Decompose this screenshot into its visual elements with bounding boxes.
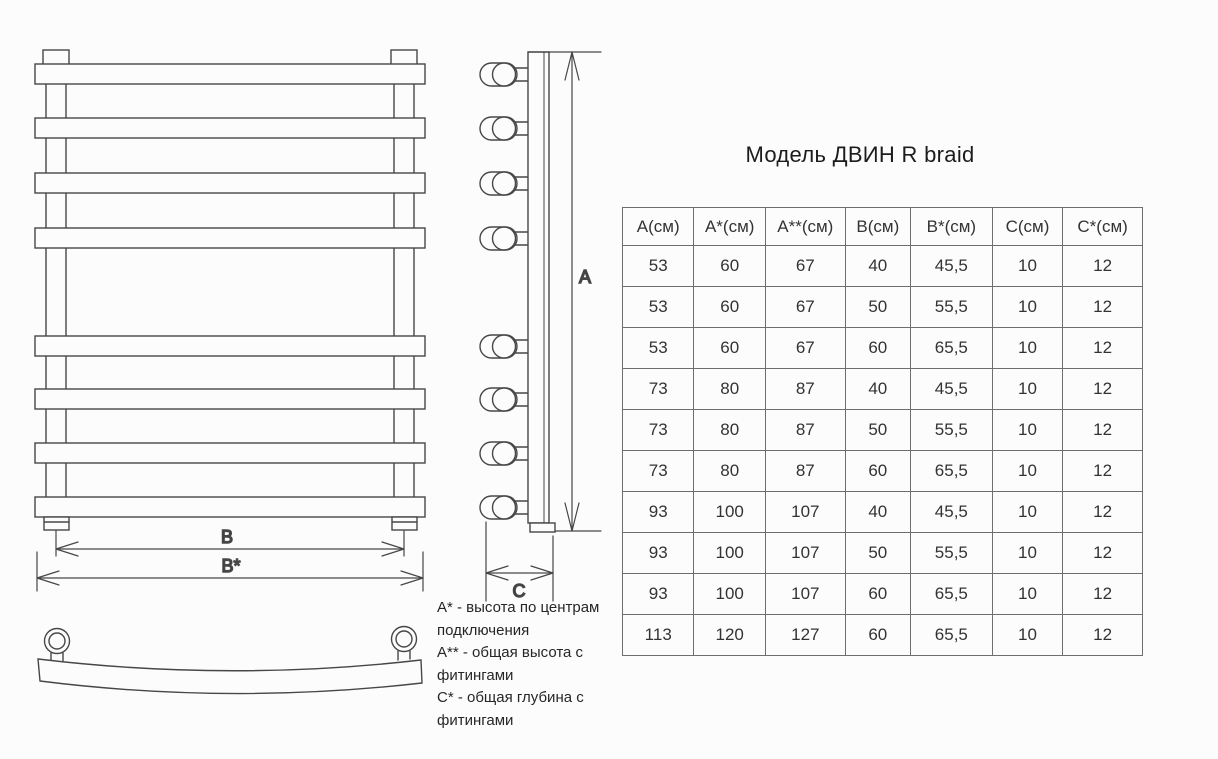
- table-cell: 87: [765, 451, 845, 492]
- left-top-cap: [43, 50, 69, 65]
- table-cell: 67: [765, 287, 845, 328]
- table-cell: 60: [694, 328, 765, 369]
- front-view: [35, 50, 425, 591]
- table-cell: 10: [992, 492, 1062, 533]
- table-cell: 93: [623, 574, 694, 615]
- table-cell: 60: [694, 246, 765, 287]
- dimension-b-label: В: [220, 527, 234, 547]
- table-cell: 12: [1063, 574, 1143, 615]
- column-header: А(см): [623, 208, 694, 246]
- table-cell: 55,5: [910, 287, 992, 328]
- table-cell: 73: [623, 369, 694, 410]
- dimension-c-label: С: [512, 581, 526, 601]
- table-cell: 12: [1063, 451, 1143, 492]
- bottom-view: [38, 627, 422, 694]
- table-cell: 107: [765, 574, 845, 615]
- right-top-cap: [391, 50, 417, 65]
- table-cell: 127: [765, 615, 845, 656]
- table-cell: 40: [845, 492, 910, 533]
- table-cell: 10: [992, 574, 1062, 615]
- side-connectors: [480, 63, 531, 519]
- table-cell: 10: [992, 410, 1062, 451]
- table-cell: 12: [1063, 410, 1143, 451]
- footnote-c-star: С* - общая глубина с фитингами: [437, 689, 584, 729]
- table-cell: 65,5: [910, 451, 992, 492]
- table-row: [623, 451, 1143, 492]
- table-cell: 10: [992, 246, 1062, 287]
- table-cell: 65,5: [910, 574, 992, 615]
- table-cell: 45,5: [910, 492, 992, 533]
- table-cell: 53: [623, 328, 694, 369]
- table-body: [623, 246, 1143, 656]
- column-header: В*(см): [910, 208, 992, 246]
- table-cell: 12: [1063, 287, 1143, 328]
- table-cell: 45,5: [910, 246, 992, 287]
- table-cell: 10: [992, 451, 1062, 492]
- table-cell: 10: [992, 533, 1062, 574]
- side-tube: [528, 52, 549, 523]
- crossbars: [35, 64, 425, 517]
- table-cell: 100: [694, 533, 765, 574]
- table-cell: 12: [1063, 533, 1143, 574]
- right-ring: [392, 627, 417, 652]
- table-cell: 65,5: [910, 615, 992, 656]
- table-cell: 10: [992, 287, 1062, 328]
- table-row: [623, 615, 1143, 656]
- table-cell: 113: [623, 615, 694, 656]
- table-cell: 12: [1063, 246, 1143, 287]
- table-row: [623, 492, 1143, 533]
- column-header: С(см): [992, 208, 1062, 246]
- table-cell: 50: [845, 533, 910, 574]
- table-row: [623, 328, 1143, 369]
- table-cell: 53: [623, 287, 694, 328]
- table-cell: 120: [694, 615, 765, 656]
- table-cell: 73: [623, 451, 694, 492]
- table-cell: 45,5: [910, 369, 992, 410]
- table-cell: 107: [765, 492, 845, 533]
- page-title: Модель ДВИН R braid: [745, 142, 975, 167]
- table-cell: 80: [694, 410, 765, 451]
- table-cell: 50: [845, 410, 910, 451]
- table-cell: 12: [1063, 615, 1143, 656]
- table-row: [623, 369, 1143, 410]
- table-row: [623, 410, 1143, 451]
- table-cell: 53: [623, 246, 694, 287]
- table-row: [623, 246, 1143, 287]
- column-header: С*(см): [1063, 208, 1143, 246]
- table-cell: 60: [845, 328, 910, 369]
- table-cell: 100: [694, 574, 765, 615]
- table-cell: 60: [845, 451, 910, 492]
- table-cell: 10: [992, 615, 1062, 656]
- footnote-a-2star: А** - общая высота с фитингами: [437, 644, 584, 684]
- table-row: [623, 574, 1143, 615]
- table-cell: 73: [623, 410, 694, 451]
- table-cell: 12: [1063, 369, 1143, 410]
- left-ring: [45, 629, 70, 654]
- dimensions-table: [622, 207, 1143, 656]
- table-cell: 55,5: [910, 533, 992, 574]
- table-cell: 60: [845, 615, 910, 656]
- curved-bar: [38, 659, 422, 694]
- footnotes: [437, 597, 633, 732]
- table-cell: 12: [1063, 328, 1143, 369]
- table-cell: 40: [845, 246, 910, 287]
- table-cell: 87: [765, 369, 845, 410]
- table-cell: 80: [694, 451, 765, 492]
- table-cell: 55,5: [910, 410, 992, 451]
- dimension-b-star-label: В*: [221, 556, 241, 576]
- table-cell: 100: [694, 492, 765, 533]
- table-cell: 12: [1063, 492, 1143, 533]
- footnote-a-star: А* - высота по центрам подключения: [437, 599, 600, 639]
- table-cell: 40: [845, 369, 910, 410]
- table-cell: 67: [765, 246, 845, 287]
- table-cell: 10: [992, 328, 1062, 369]
- table-cell: 60: [845, 574, 910, 615]
- table-cell: 60: [694, 287, 765, 328]
- side-foot: [530, 523, 555, 532]
- table-cell: 87: [765, 410, 845, 451]
- table-cell: 107: [765, 533, 845, 574]
- table-cell: 93: [623, 533, 694, 574]
- table-row: [623, 287, 1143, 328]
- table-cell: 10: [992, 369, 1062, 410]
- table-cell: 50: [845, 287, 910, 328]
- dimension-a-label: А: [579, 267, 592, 287]
- table-header: [623, 208, 1143, 246]
- column-header: В(см): [845, 208, 910, 246]
- table-cell: 67: [765, 328, 845, 369]
- table-cell: 80: [694, 369, 765, 410]
- table-row: [623, 533, 1143, 574]
- table-cell: 93: [623, 492, 694, 533]
- table-cell: 65,5: [910, 328, 992, 369]
- side-view: [480, 52, 601, 601]
- column-header: А*(см): [694, 208, 765, 246]
- column-header: А**(см): [765, 208, 845, 246]
